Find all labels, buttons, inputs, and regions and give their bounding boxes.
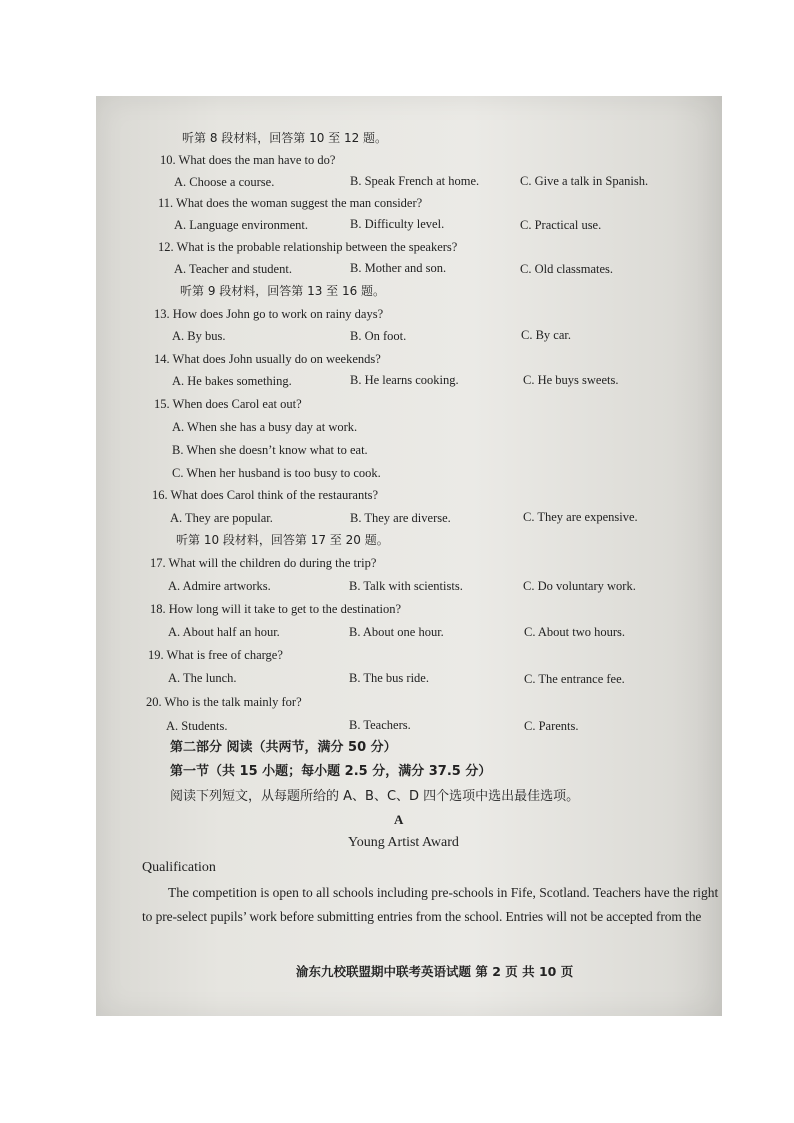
- question-12-option-c: C. Old classmates.: [520, 262, 614, 276]
- question-14-option-a: A. He bakes something.: [172, 374, 292, 388]
- question-19: 19. What is free of charge?: [148, 648, 283, 662]
- question-14-option-c: C. He buys sweets.: [523, 373, 619, 387]
- question-20-option-b: B. Teachers.: [349, 718, 411, 732]
- question-19-option-a: A. The lunch.: [168, 671, 237, 685]
- question-11-option-c: C. Practical use.: [520, 218, 602, 232]
- section-instruction-8: 听第 8 段材料，回答第 10 至 12 题。: [182, 131, 388, 145]
- question-15-option-c: C. When her husband is too busy to cook.: [172, 466, 381, 480]
- question-18-option-b: B. About one hour.: [349, 625, 444, 639]
- section-instruction-10: 听第 10 段材料，回答第 17 至 20 题。: [176, 533, 389, 547]
- passage-title: Young Artist Award: [348, 835, 459, 850]
- question-18: 18. How long will it take to get to the destination?: [150, 602, 402, 616]
- passage-paragraph-line-2: to pre-select pupils’ work before submitting entries from the school. Entries will not be accepted from the: [142, 909, 702, 924]
- question-20-option-c: C. Parents.: [524, 719, 579, 733]
- question-10-option-b: B. Speak French at home.: [350, 174, 480, 188]
- question-13-option-b: B. On foot.: [350, 329, 407, 343]
- question-15-option-b: B. When she doesn’t know what to eat.: [172, 443, 368, 457]
- question-17-option-c: C. Do voluntary work.: [523, 579, 636, 593]
- question-13-option-c: C. By car.: [521, 328, 571, 342]
- question-13-option-a: A. By bus.: [172, 329, 226, 343]
- question-17-option-b: B. Talk with scientists.: [349, 579, 463, 593]
- question-19-option-c: C. The entrance fee.: [524, 672, 625, 686]
- question-18-option-c: C. About two hours.: [524, 625, 626, 639]
- question-11-option-b: B. Difficulty level.: [350, 217, 445, 231]
- question-12: 12. What is the probable relationship between the speakers?: [158, 240, 458, 254]
- question-10-option-c: C. Give a talk in Spanish.: [520, 174, 649, 188]
- question-11-option-a: A. Language environment.: [174, 218, 308, 232]
- section-instruction-9: 听第 9 段材料，回答第 13 至 16 题。: [180, 284, 386, 298]
- question-16-option-c: C. They are expensive.: [523, 510, 638, 524]
- reading-instruction: 阅读下列短文，从每题所给的 A、B、C、D 四个选项中选出最佳选项。: [170, 789, 580, 804]
- question-14: 14. What does John usually do on weekends?: [154, 352, 381, 366]
- question-19-option-b: B. The bus ride.: [349, 671, 429, 685]
- passage-subheading: Qualification: [142, 860, 216, 875]
- question-12-option-a: A. Teacher and student.: [174, 262, 292, 276]
- passage-paragraph-line-1: The competition is open to all schools including pre-schools in Fife, Scotland. Teachers have the right: [168, 885, 719, 900]
- question-17: 17. What will the children do during the trip?: [150, 556, 377, 570]
- question-10: 10. What does the man have to do?: [160, 153, 336, 167]
- question-10-option-a: A. Choose a course.: [174, 175, 275, 189]
- question-18-option-a: A. About half an hour.: [168, 625, 280, 639]
- question-13: 13. How does John go to work on rainy days?: [154, 307, 384, 321]
- question-20-option-a: A. Students.: [166, 719, 228, 733]
- question-20: 20. Who is the talk mainly for?: [146, 695, 302, 709]
- question-15: 15. When does Carol eat out?: [154, 397, 302, 411]
- page-footer: 渝东九校联盟期中联考英语试题 第 2 页 共 10 页: [296, 964, 574, 979]
- exam-page: [96, 96, 722, 1016]
- passage-letter: A: [394, 812, 404, 827]
- question-17-option-a: A. Admire artworks.: [168, 579, 271, 593]
- question-12-option-b: B. Mother and son.: [350, 261, 447, 275]
- part-two-heading: 第二部分 阅读（共两节，满分 50 分）: [170, 740, 397, 755]
- question-11: 11. What does the woman suggest the man consider?: [158, 196, 423, 210]
- question-16-option-b: B. They are diverse.: [350, 511, 451, 525]
- question-14-option-b: B. He learns cooking.: [350, 373, 459, 387]
- question-16-option-a: A. They are popular.: [170, 511, 273, 525]
- question-16: 16. What does Carol think of the restaurants?: [152, 488, 379, 502]
- section-one-heading: 第一节（共 15 小题；每小题 2.5 分，满分 37.5 分）: [170, 764, 492, 779]
- question-15-option-a: A. When she has a busy day at work.: [172, 420, 358, 434]
